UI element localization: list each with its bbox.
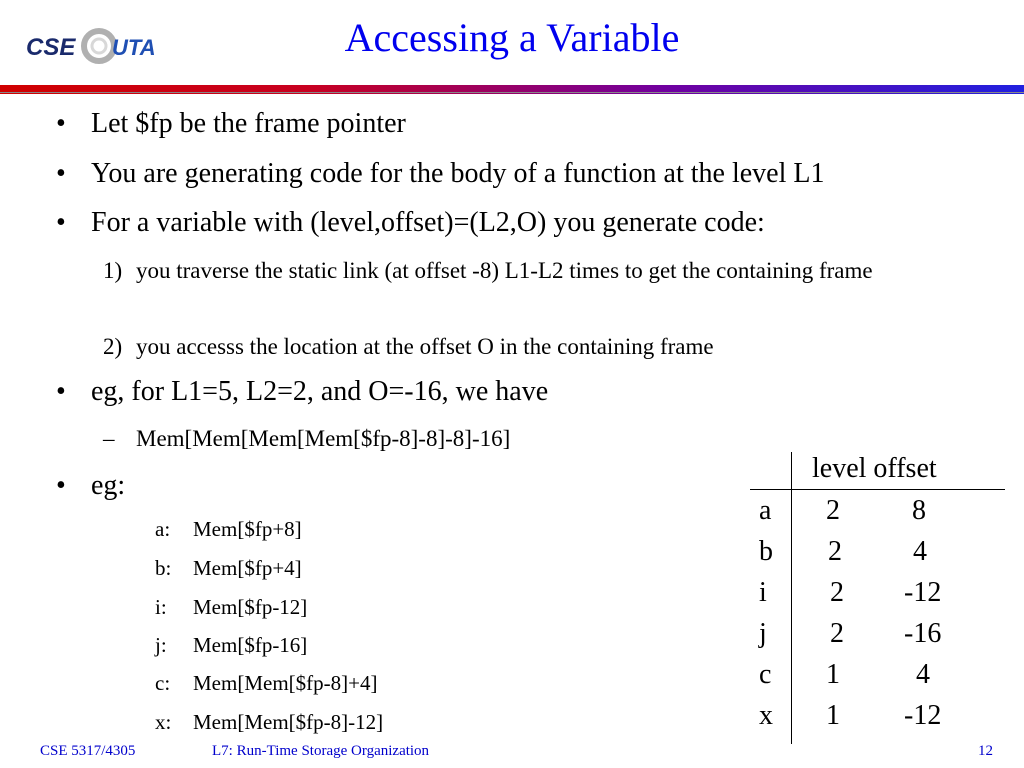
example-expression: – Mem[Mem[Mem[Mem[$fp-8]-8]-8]-16] bbox=[103, 422, 510, 456]
table-row-level: 2 bbox=[828, 536, 842, 567]
table-row-offset: -12 bbox=[904, 577, 942, 608]
table-row-offset: 4 bbox=[913, 536, 927, 567]
bullet-icon: • bbox=[56, 158, 66, 189]
bullet-icon: • bbox=[56, 108, 66, 139]
table-row-name: i bbox=[759, 577, 767, 608]
table-horizontal-rule bbox=[750, 489, 1005, 490]
table-row-level: 2 bbox=[826, 495, 840, 526]
table-row-level: 1 bbox=[826, 700, 840, 731]
bullet-icon: • bbox=[56, 470, 66, 501]
footer-lecture: L7: Run-Time Storage Organization bbox=[212, 743, 430, 759]
title-divider bbox=[0, 85, 1024, 94]
example-a: a: Mem[$fp+8] bbox=[155, 517, 302, 541]
variable-table bbox=[750, 452, 1006, 744]
table-header: level offset bbox=[812, 453, 937, 484]
example-j: j: Mem[$fp-16] bbox=[155, 633, 308, 657]
logo-cse-text: CSE bbox=[26, 34, 76, 61]
step-1: 1) you traverse the static link (at offset -8) L1-L2 times to get the containing frame bbox=[103, 258, 873, 283]
table-row-level: 1 bbox=[826, 659, 840, 690]
footer-page-number: 12 bbox=[978, 743, 993, 759]
table-row-level: 2 bbox=[830, 618, 844, 649]
table-row-name: c bbox=[759, 659, 772, 690]
table-row-offset: 4 bbox=[916, 659, 930, 690]
table-row-level: 2 bbox=[830, 577, 844, 608]
table-row-offset: 8 bbox=[912, 495, 926, 526]
example-b: b: Mem[$fp+4] bbox=[155, 556, 302, 580]
footer-course: CSE 5317/4305 bbox=[40, 743, 136, 759]
table-row-name: j bbox=[759, 618, 767, 649]
slide-title: Accessing a Variable bbox=[344, 15, 680, 60]
example-c: c: Mem[Mem[$fp-8]+4] bbox=[155, 671, 378, 695]
dash-icon: – bbox=[103, 426, 115, 451]
table-row-offset: -16 bbox=[904, 618, 942, 649]
example-i: i: Mem[$fp-12] bbox=[155, 595, 308, 619]
table-vertical-rule bbox=[791, 452, 792, 744]
example-x: x: Mem[Mem[$fp-8]-12] bbox=[155, 710, 384, 734]
table-row-offset: -12 bbox=[904, 700, 942, 731]
logo-uta-text: UTA bbox=[112, 35, 156, 60]
table-row-name: x bbox=[759, 700, 773, 731]
table-row-name: a bbox=[759, 495, 772, 526]
table-row-name: b bbox=[759, 536, 773, 567]
bullet-icon: • bbox=[56, 376, 66, 407]
step-2: 2) you accesss the location at the offset O in the containing frame bbox=[103, 334, 714, 359]
bullet-icon: • bbox=[56, 207, 66, 238]
